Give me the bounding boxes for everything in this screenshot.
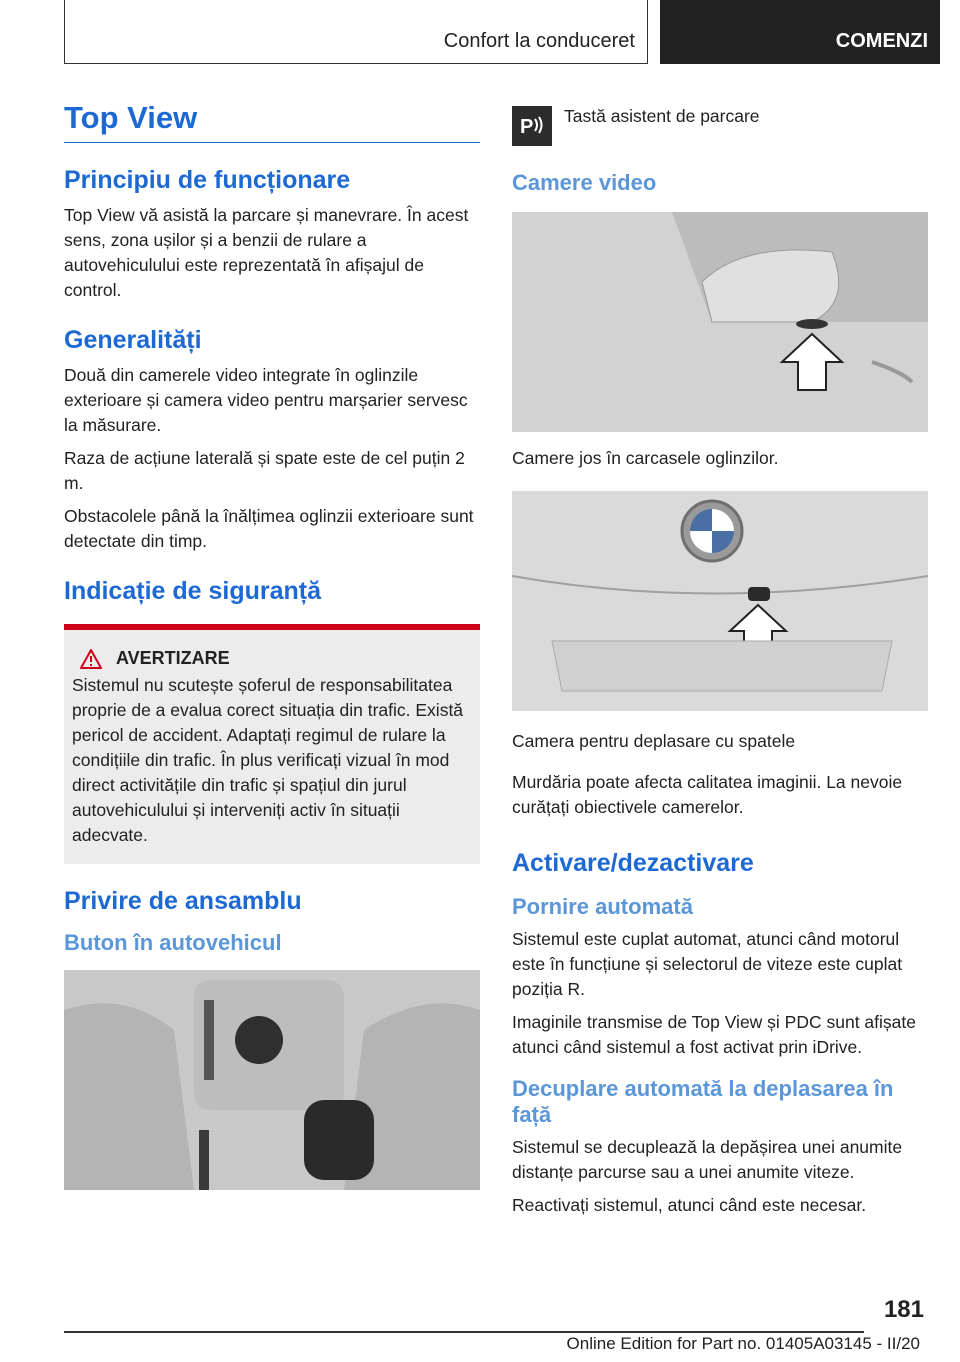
heading-principiu: Principiu de funcționare — [64, 166, 351, 194]
caption-rear-camera: Camera pentru deplasare cu spatele — [512, 731, 796, 752]
header-chapter-tab — [660, 0, 940, 64]
footer-edition: Online Edition for Part no. 01405A03145 - II/20 — [566, 1334, 920, 1353]
decuplare-p2: Reactivați sistemul, atunci când este necesar. — [512, 1194, 867, 1215]
right-column — [512, 106, 928, 1226]
parking-assist-button-icon — [512, 106, 552, 146]
page-number: 181 — [883, 1296, 924, 1323]
heading-pornire: Pornire automată — [512, 894, 693, 920]
principiu-text: Top View vă asistă la parcare și manevrare. În acest sens, zona ușilor și a benzii de rulare a autovehiculului este reprezentată în afișajul de control. — [64, 205, 469, 300]
left-column — [64, 100, 480, 1190]
svg-text:P: P — [520, 116, 534, 138]
heading-buton: Buton în autovehicul — [64, 930, 282, 955]
pornire-p2: Imaginile transmise de Top View și PDC sunt afișate atunci când sistemul a fost activat prin iDrive. — [512, 1011, 916, 1057]
warning-text: Sistemul nu scutește șoferul de responsabilitatea proprie de a evalua corect situația din trafic. Există pericol de accident. Adaptați regimul de rulare la condițiile din trafic. În plus verificați vizual în mod direct activitățile din trafic și spațiul din jurul autovehiculului și interveniți activ în situații adecvate. — [72, 675, 464, 845]
header-section-tab — [64, 0, 648, 64]
header-chapter-label: COMENZI — [835, 30, 928, 52]
heading-siguranta: Indicație de siguranță — [64, 577, 322, 605]
generalitati-p3: Obstacolele până la înălțimea oglinzii exterioare sunt detectate din timp. — [64, 506, 474, 551]
heading-privire: Privire de ansamblu — [64, 887, 302, 915]
generalitati-p1: Două din camerele video integrate în oglinzile exterioare și camera video pentru marșarier servesc la măsurare. — [64, 365, 468, 435]
generalitati-p2: Raza de acțiune laterală și spate este de cel puțin 2 m. — [64, 448, 465, 493]
center-console-photo — [64, 970, 480, 1190]
pornire-p1: Sistemul este cuplat automat, atunci când motorul este în funcțiune și selectorul de viteze este cuplat poziția R. — [512, 928, 903, 999]
caption-mirror-cameras: Camere jos în carcasele oglinzilor. — [512, 448, 779, 469]
heading-generalitati: Generalități — [64, 326, 202, 354]
warning-triangle-icon — [80, 649, 102, 669]
warning-box — [64, 624, 480, 864]
camere-text: Murdăria poate afecta calitatea imaginii. La nevoie curățați obiectivele camerelor. — [512, 772, 903, 818]
footer-divider — [64, 1331, 864, 1333]
rear-camera-photo — [512, 491, 928, 711]
heading-decuplare: Decuplare automată la deplasarea în față — [512, 1075, 894, 1128]
heading-activare: Activare/dezactivare — [512, 849, 754, 878]
parking-assist-button-label: Tastă asistent de parcare — [564, 106, 760, 126]
decuplare-p1: Sistemul se decuplează la depășirea unei anumite distanțe parcurse sau a unei anumite viteze. — [512, 1136, 903, 1182]
page-title: Top View — [64, 100, 480, 143]
heading-camere: Camere video — [512, 170, 657, 195]
header-section-label: Confort la conduceret — [443, 30, 635, 52]
mirror-camera-photo — [512, 212, 928, 432]
warning-title: AVERTIZARE — [116, 648, 230, 668]
